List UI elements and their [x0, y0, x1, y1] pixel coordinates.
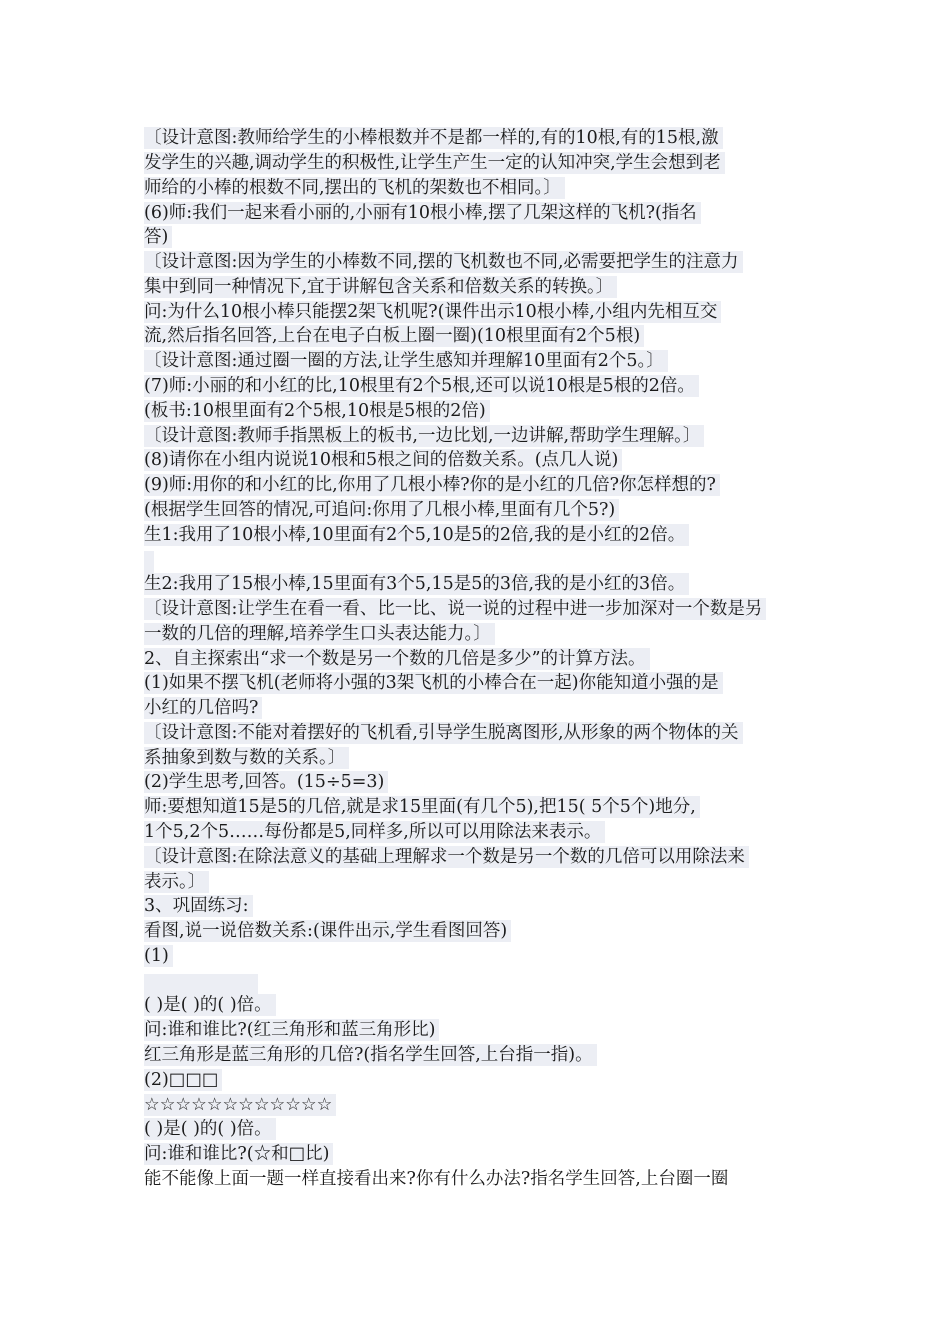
text-line: 2、自主探索出“求一个数是另一个数的几倍是多少”的计算方法。: [144, 648, 650, 670]
image-placeholder-triangles: [144, 974, 258, 996]
text-line: 3、巩固练习:: [144, 895, 253, 917]
text-line: (2)学生思考,回答。(15÷5=3): [144, 771, 388, 793]
text-line: 问:谁和谁比?(☆和□比): [144, 1143, 333, 1165]
text-line: 师给的小棒的根数不同,摆出的飞机的架数也不相同。〕: [144, 177, 565, 199]
text-line: 〔设计意图:教师给学生的小棒根数并不是都一样的,有的10根,有的15根,激: [144, 127, 723, 149]
text-line: 能不能像上面一题一样直接看出来?你有什么办法?指名学生回答,上台圈一圈: [144, 1169, 729, 1189]
text-line: ( )是( )的( )倍。: [144, 994, 276, 1016]
text-line: 红三角形是蓝三角形的几倍?(指名学生回答,上台指一指)。: [144, 1044, 597, 1066]
text-line: 师:要想知道15是5的几倍,就是求15里面(有几个5),把15( 5个5个)地分,: [144, 796, 700, 818]
text-line: 生2:我用了15根小棒,15里面有3个5,15是5的3倍,我的是小红的3倍。: [144, 573, 689, 595]
text-line: 流,然后指名回答,上台在电子白板上圈一圈)(10根里面有2个5根): [144, 325, 644, 347]
text-line: 问:谁和谁比?(红三角形和蓝三角形比): [144, 1019, 439, 1041]
text-line: 1个5,2个5……每份都是5,同样多,所以可以用除法来表示。: [144, 821, 605, 843]
text-line: 〔设计意图:不能对着摆好的飞机看,引导学生脱离图形,从形象的两个物体的关: [144, 722, 743, 744]
text-line: (1)如果不摆飞机(老师将小强的3架飞机的小棒合在一起)你能知道小强的是: [144, 672, 723, 694]
text-line: 答): [144, 226, 172, 248]
text-line: 生1:我用了10根小棒,10里面有2个5,10是5的2倍,我的是小红的2倍。: [144, 524, 689, 546]
text-line: (9)师:用你的和小红的比,你用了几根小棒?你的是小红的几倍?你怎样想的?: [144, 474, 720, 496]
text-line: 〔设计意图:教师手指黑板上的板书,一边比划,一边讲解,帮助学生理解。〕: [144, 425, 704, 447]
text-line: ( )是( )的( )倍。: [144, 1118, 276, 1140]
text-line: 发学生的兴趣,调动学生的积极性,让学生产生一定的认知冲突,学生会想到老: [144, 152, 725, 174]
text-line: (根据学生回答的情况,可追问:你用了几根小棒,里面有几个5?): [144, 499, 619, 521]
text-line: 一数的几倍的理解,培养学生口头表达能力。〕: [144, 623, 495, 645]
text-line: 看图,说一说倍数关系:(课件出示,学生看图回答): [144, 920, 511, 942]
text-line: 问:为什么10根小棒只能摆2架飞机呢?(课件出示10根小棒,小组内先相互交: [144, 301, 721, 323]
text-line: 〔设计意图:通过圈一圈的方法,让学生感知并理解10里面有2个5。〕: [144, 350, 668, 372]
text-line: (板书:10根里面有2个5根,10根是5根的2倍): [144, 400, 490, 422]
blank-highlight-row: [144, 551, 154, 573]
text-line: (6)师:我们一起来看小丽的,小丽有10根小棒,摆了几架这样的飞机?(指名: [144, 202, 701, 224]
text-line: 〔设计意图:因为学生的小棒数不同,摆的飞机数也不同,必需要把学生的注意力: [144, 251, 743, 273]
text-line: (8)请你在小组内说说10根和5根之间的倍数关系。(点几人说): [144, 449, 622, 471]
text-line: (2)□□□: [144, 1069, 222, 1091]
text-line: 〔设计意图:让学生在看一看、比一比、说一说的过程中进一步加深对一个数是另: [144, 598, 766, 620]
text-line: (7)师:小丽的和小红的比,10根里有2个5根,还可以说10根是5根的2倍。: [144, 375, 699, 397]
text-line: 〔设计意图:在除法意义的基础上理解求一个数是另一个数的几倍可以用除法来: [144, 846, 749, 868]
text-line: ☆☆☆☆☆☆☆☆☆☆☆☆: [144, 1094, 336, 1116]
text-line: 系抽象到数与数的关系。〕: [144, 747, 349, 769]
text-line: (1): [144, 945, 173, 967]
text-line: 集中到同一种情况下,宜于讲解包含关系和倍数关系的转换。〕: [144, 276, 617, 298]
text-line: 表示。〕: [144, 871, 209, 893]
text-line: 小红的几倍吗?: [144, 697, 262, 719]
